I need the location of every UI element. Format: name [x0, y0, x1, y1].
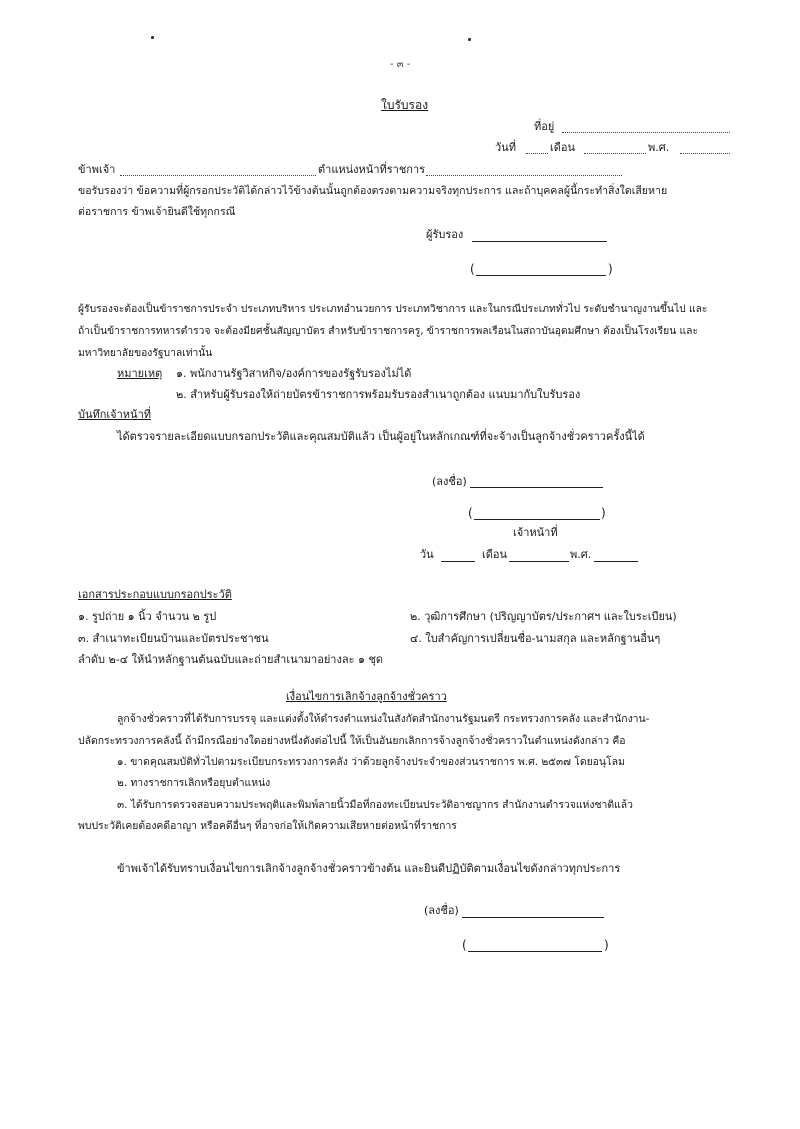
date-day-field[interactable] — [526, 153, 548, 154]
certificate-title: ใบรับรอง — [381, 98, 429, 112]
officer-day-field[interactable] — [441, 561, 475, 562]
address-label: ที่อยู่ — [534, 120, 555, 133]
attachment-item: ๔. ใบสำคัญการเปลี่ยนชื่อ-นามสกุล และหลักฐานอื่นๆ — [410, 632, 661, 645]
termination-heading: เงื่อนไขการเลิกจ้างลูกจ้างชั่วคราว — [286, 690, 447, 703]
note-2: ๒. สำหรับผู้รับรองให้ถ่ายบัตรข้าราชการพร้อมรับรองสำเนาถูกต้อง แนบมากับใบรับรอง — [176, 388, 581, 401]
attachment-item: ๓. สำเนาทะเบียนบ้านและบัตรประชาชน — [78, 632, 269, 645]
officer-record-heading: บันทึกเจ้าหน้าที่ — [78, 408, 151, 421]
requirements-line-1: ผู้รับรองจะต้องเป็นข้าราชการประจำ ประเภทบริหาร ประเภทอำนวยการ ประเภทวิชาการ และในกรณีประเภททั่วไป ระดับชำนาญงานขึ้นไป และ — [78, 303, 708, 315]
officer-close-paren: ) — [601, 506, 606, 520]
note-label: หมายเหตุ — [117, 367, 163, 380]
attachment-item: ๒. วุฒิการศึกษา (ปริญญาบัตร/ประกาศฯ และใบระเบียน) — [410, 610, 677, 623]
statement-line-1: ขอรับรองว่า ข้อความที่ผู้กรอกประวัติได้กล่าวไว้ข้างต้นนั้นถูกต้องตรงตามความจริงทุกประการ และถ้าบุคคลผู้นี้กระทำสิ่งใดเสียหาย — [78, 185, 668, 197]
date-year-label: พ.ศ. — [648, 141, 670, 154]
requirements-line-2: ถ้าเป็นข้าราชการทหารตำรวจ จะต้องมียศชั้นสัญญาบัตร สำหรับข้าราชการครู, ข้าราชการพลเรือนในสถาบันอุดมศึกษา ต้องเป็นโรงเรียน และ — [78, 325, 699, 337]
attachment-item: ๑. รูปถ่าย ๑ นิ้ว จำนวน ๒ รูป — [78, 610, 217, 623]
certifier-open-paren: ( — [470, 262, 475, 276]
certifier-printed-name-field[interactable] — [476, 275, 606, 276]
officer-open-paren: ( — [468, 506, 473, 520]
officer-record-text: ได้ตรวจรายละเอียดแบบกรอกประวัติและคุณสมบัติแล้ว เป็นผู้อยู่ในหลักเกณฑ์ที่จะจ้างเป็นลูกจ้างชั่วคราวครั้งนี้ได้ — [117, 430, 645, 443]
certifier-signature-label: ผู้รับรอง — [426, 228, 464, 241]
position-label: ตำแหน่งหน้าที่ราชการ — [318, 163, 426, 176]
officer-printed-name-field[interactable] — [474, 519, 600, 520]
acknowledgement-text: ข้าพเจ้าได้รับทราบเงื่อนไขการเลิกจ้างลูกจ้างชั่วคราวข้างต้น และยินดีปฏิบัติตามเงื่อนไขดังกล่าวทุกประการ — [117, 862, 621, 875]
officer-sign-label: (ลงชื่อ) — [432, 475, 467, 488]
applicant-open-paren: ( — [462, 938, 467, 952]
attachments-heading: เอกสารประกอบแบบกรอกประวัติ — [78, 588, 232, 601]
officer-year-label: พ.ศ. — [570, 548, 592, 561]
certifier-close-paren: ) — [608, 262, 613, 276]
address-field[interactable] — [562, 132, 730, 133]
statement-line-2: ต่อราชการ ข้าพเจ้ายินดีใช้ทุกกรณี — [78, 206, 236, 218]
termination-condition-2: ๒. ทางราชการเลิกหรือยุบตำแหน่ง — [117, 777, 271, 789]
officer-month-label: เดือน — [482, 548, 508, 561]
termination-condition-3: ๓. ได้รับการตรวจสอบความประพฤติและพิมพ์ลายนิ้วมือที่กองทะเบียนประวัติอาชญากร สำนักงานตำรวจแห่งชาติแล้ว — [117, 799, 633, 811]
termination-intro-line-2: ปลัดกระทรวงการคลังนี้ ถ้ามีกรณีอย่างใดอย่างหนึ่งดังต่อไปนี้ ให้เป็นอันยกเลิกการจ้างลูกจ้างชั่วคราวในตำแหน่งดังกล่าว คือ — [78, 735, 626, 747]
termination-condition-3-cont: พบประวัติเคยต้องคดีอาญา หรือคดีอื่นๆ ที่อาจก่อให้เกิดความเสียหายต่อหน้าที่ราชการ — [78, 820, 457, 832]
date-day-label: วันที่ — [495, 141, 516, 154]
requirements-line-3: มหาวิทยาลัยของรัฐบาลเท่านั้น — [78, 347, 213, 359]
scan-speck — [151, 36, 154, 39]
date-month-label: เดือน — [550, 141, 576, 154]
officer-month-field[interactable] — [509, 561, 569, 562]
applicant-sign-label: (ลงชื่อ) — [424, 904, 459, 917]
note-1: ๑. พนักงานรัฐวิสาหกิจ/องค์การของรัฐรับรองไม่ได้ — [176, 367, 412, 380]
date-month-field[interactable] — [584, 153, 646, 154]
applicant-close-paren: ) — [604, 938, 609, 952]
certifier-signature-field[interactable] — [472, 241, 607, 242]
officer-label: เจ้าหน้าที่ — [513, 526, 558, 539]
scan-speck — [468, 38, 471, 41]
applicant-signature-field[interactable] — [462, 917, 604, 918]
officer-signature-field[interactable] — [470, 487, 603, 488]
officer-year-field[interactable] — [594, 561, 638, 562]
date-year-field[interactable] — [680, 153, 730, 154]
certifier-name-label: ข้าพเจ้า — [78, 163, 116, 176]
termination-intro-line-1: ลูกจ้างชั่วคราวที่ได้รับการบรรจุ และแต่งตั้งให้ดำรงตำแหน่งในสังกัดสำนักงานรัฐมนตรี กระทรวงการคลัง และสำนักงาน- — [117, 713, 650, 725]
attachments-footnote: ลำดับ ๒-๔ ให้นำหลักฐานต้นฉบับและถ่ายสำเนามาอย่างละ ๑ ชุด — [78, 653, 384, 666]
applicant-printed-name-field[interactable] — [468, 951, 602, 952]
position-field[interactable] — [426, 175, 622, 176]
certifier-name-field[interactable] — [120, 175, 316, 176]
page-number: - ๓ - — [390, 59, 411, 70]
termination-condition-1: ๑. ขาดคุณสมบัติทั่วไปตามระเบียบกระทรวงการคลัง ว่าด้วยลูกจ้างประจำของส่วนราชการ พ.ศ. ๒๕๓๗ โดยอนุโลม — [117, 756, 625, 768]
officer-day-label: วัน — [420, 548, 434, 561]
